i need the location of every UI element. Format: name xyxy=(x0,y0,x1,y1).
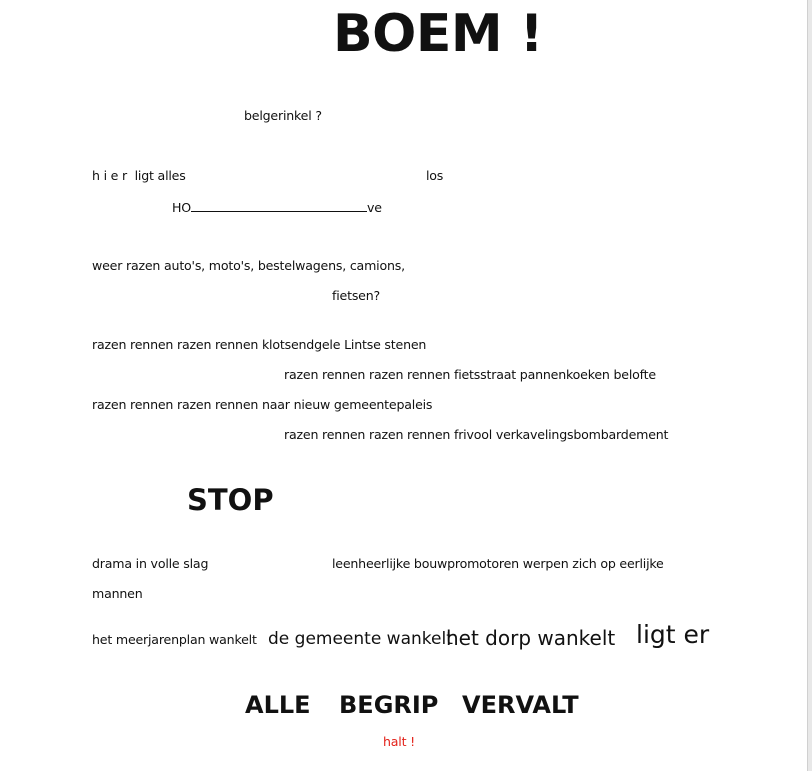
line-razen-2: razen rennen razen rennen fietsstraat pannenkoeken belofte xyxy=(284,367,656,382)
stop-heading: STOP xyxy=(187,483,274,517)
underline-gap xyxy=(191,200,367,212)
line-los: los xyxy=(426,168,444,183)
ho-text: HO xyxy=(172,200,191,215)
line-leenheerlijke: leenheerlijke bouwpromotoren werpen zich op eerlijke xyxy=(332,556,664,571)
page-title: BOEM ! xyxy=(333,4,543,64)
line-drama: drama in volle slag xyxy=(92,556,209,571)
line-meerjarenplan-wankelt: het meerjarenplan wankelt xyxy=(92,632,257,647)
word-vervalt: VERVALT xyxy=(462,691,579,719)
line-belgerinkel: belgerinkel ? xyxy=(244,108,322,123)
line-halt: halt ! xyxy=(383,734,415,749)
ve-text: ve xyxy=(366,200,382,215)
line-razen-4: razen rennen razen rennen frivool verkavelingsbombardement xyxy=(284,427,669,442)
line-hier-ligt-alles: h i e r ligt alles xyxy=(92,168,186,183)
line-weer-razen: weer razen auto's, moto's, bestelwagens, camions, xyxy=(92,258,405,273)
line-mannen: mannen xyxy=(92,586,143,601)
line-razen-1: razen rennen razen rennen klotsendgele Lintse stenen xyxy=(92,337,427,352)
word-begrip: BEGRIP xyxy=(339,691,439,719)
word-alle: ALLE xyxy=(245,691,311,719)
line-gemeente-wankelt: de gemeente wankelt xyxy=(268,629,453,649)
line-razen-3: razen rennen razen rennen naar nieuw gemeentepaleis xyxy=(92,397,433,412)
line-ligt-er: ligt er xyxy=(636,620,710,649)
page-edge-scroll-shadow xyxy=(807,0,812,771)
line-hove xyxy=(172,200,382,215)
line-fietsen: fietsen? xyxy=(332,288,380,303)
line-dorp-wankelt: het dorp wankelt xyxy=(446,626,616,650)
